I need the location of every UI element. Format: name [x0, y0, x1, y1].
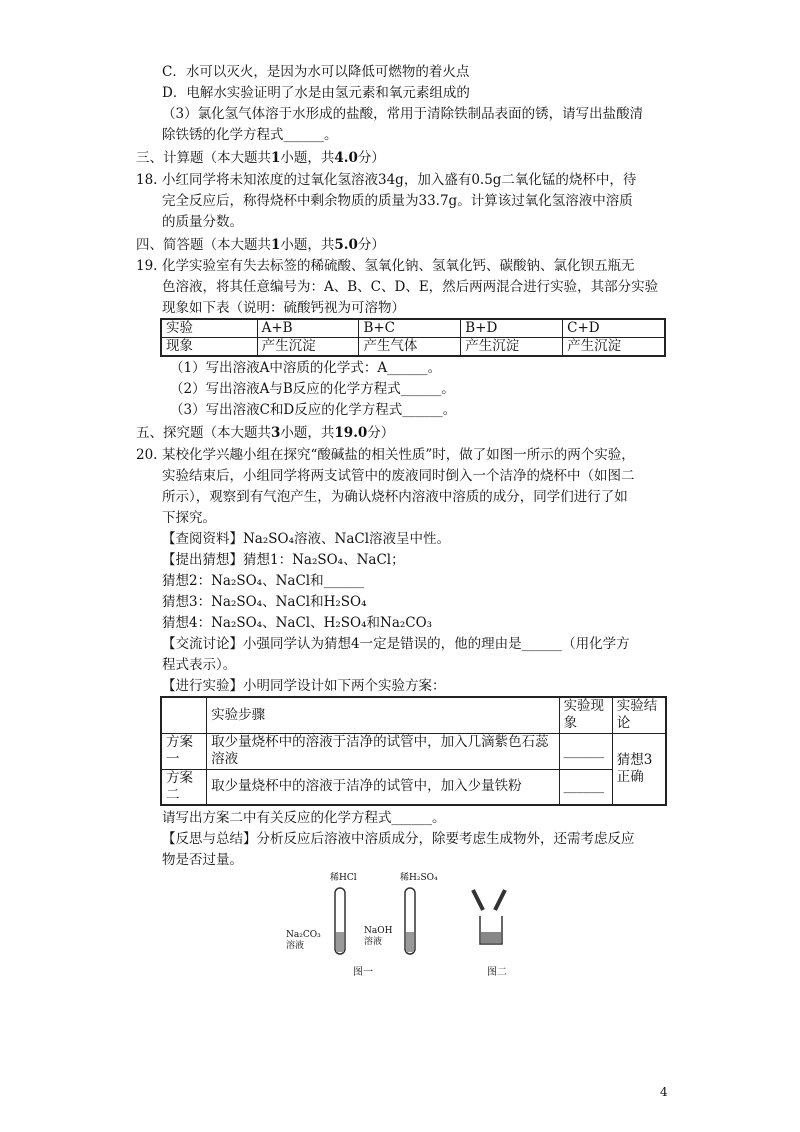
section-4-heading: 四、简答题（本大题共1小题，共5.0分） [136, 237, 385, 253]
table-cell: 产生沉淀 [257, 338, 359, 357]
question-number: 19. [136, 258, 158, 274]
sub-question-3-line2: 除铁锈的化学方程式______。 [162, 127, 338, 143]
table-cell: B+D [461, 319, 563, 338]
question-18-line2: 完全反应后，称得烧杯中剩余物质的质量为33.7g。计算该过氧化氢溶液中溶质 [162, 193, 633, 209]
tube-2-side-label: NaOH 溶液 [364, 926, 393, 947]
option-c: C．水可以灭火，是因为水可以降低可燃物的着火点 [162, 64, 470, 80]
option-d: D．电解水实验证明了水是由氢元素和氧元素组成的 [162, 85, 470, 101]
table-cell: 实验 [161, 319, 257, 338]
question-19-sub2: （2）写出溶液A与B反应的化学方程式______。 [170, 381, 455, 397]
plan-1-phenomenon-blank: ______ [559, 733, 612, 769]
experiment-table-19 [160, 318, 666, 357]
test-tube-2 [405, 888, 415, 954]
question-19-line2: 色溶液，将其任意编号为：A、B、C、D、E，然后两两混合进行实验，其部分实验 [162, 279, 659, 295]
sub-question-3-line1: （3）氯化氢气体溶于水形成的盐酸，常用于清除铁制品表面的锈，请写出盐酸清 [162, 106, 644, 122]
experiment-figure [280, 870, 520, 980]
question-20-line3: 所示），观察到有气泡产生，为确认烧杯内溶液中溶质的成分，同学们进行了如 [162, 489, 628, 505]
hypothesis-3: 猜想3：Na₂SO₄、NaCl和H₂SO₄ [162, 594, 367, 610]
question-20-line4: 下探究。 [162, 510, 216, 526]
question-number: 20. [136, 447, 158, 463]
experiment-intro: 【进行实验】小明同学设计如下两个实验方案： [162, 678, 446, 694]
question-19-line1: 化学实验室有失去标签的稀硫酸、氢氧化钠、氢氧化钙、碳酸钠、氯化钡五瓶无 [162, 258, 635, 274]
plan-2-phenomenon-blank: ______ [559, 769, 612, 805]
table-cell: 产生沉淀 [461, 338, 563, 357]
plan-2-steps: 取少量烧杯中的溶液于洁净的试管中，加入少量铁粉 [207, 769, 559, 805]
reflection-line2: 物是否过量。 [162, 852, 243, 868]
figure-1-caption: 图一 [353, 967, 373, 978]
discussion-line2: 程式表示）。 [162, 657, 237, 673]
reference-info: 【查阅资料】Na₂SO₄溶液、NaCl溶液呈中性。 [162, 531, 451, 547]
table-cell: 产生气体 [359, 338, 461, 357]
experiment-plan-table [160, 696, 667, 806]
conclusion-cell: 猜想3正确 [612, 733, 666, 805]
reflection-line1: 【反思与总结】分析反应后溶液中溶质成分，除要考虑生成物外，还需考虑反应 [162, 831, 635, 847]
question-number: 18. [136, 172, 158, 188]
table-cell: A+B [257, 319, 359, 338]
hypothesis-1: 【提出猜想】猜想1：Na₂SO₄、NaCl； [162, 552, 405, 568]
discussion-line1: 【交流讨论】小强同学认为猜想4一定是错误的，他的理由是______（用化学方 [162, 636, 630, 652]
question-20-line1: 某校化学兴趣小组在探究“酸碱盐的相关性质”时，做了如图一所示的两个实验， [162, 447, 635, 463]
table-cell: B+C [359, 319, 461, 338]
hypothesis-2: 猜想2：Na₂SO₄、NaCl和______ [162, 573, 365, 589]
question-19-line3: 现象如下表（说明：硫酸钙视为可溶物） [162, 300, 405, 316]
header-phenomenon: 实验现象 [559, 697, 612, 733]
question-18-line1: 小红同学将未知浓度的过氧化氢溶液34g，加入盛有0.5g二氧化锰的烧杯中，待 [162, 172, 637, 188]
hypothesis-4: 猜想4：Na₂SO₄、NaCl、H₂SO₄和Na₂CO₃ [162, 615, 433, 631]
tube-1-side-label: Na₂CO₃ 溶液 [286, 930, 321, 951]
plan-1-name: 方案一 [161, 733, 207, 769]
header-steps: 实验步骤 [207, 697, 559, 733]
table-cell: C+D [563, 319, 665, 338]
question-18-line3: 的质量分数。 [162, 214, 243, 230]
tube-1-label: 稀HCl [330, 873, 357, 883]
plan-1-steps: 取少量烧杯中的溶液于洁净的试管中，加入几滴紫色石蕊溶液 [207, 733, 559, 769]
question-19-sub3: （3）写出溶液C和D反应的化学方程式______。 [170, 402, 457, 418]
question-20-line2: 实验结束后，小组同学将两支试管中的废液同时倒入一个洁净的烧杯中（如图二 [162, 468, 635, 484]
section-5-heading: 五、探究题（本大题共3小题，共19.0分） [136, 425, 395, 441]
test-tube-1 [335, 888, 345, 954]
figure-2-caption: 图二 [487, 967, 507, 978]
question-19-sub1: （1）写出溶液A中溶质的化学式：A______。 [170, 360, 442, 376]
header-conclusion: 实验结论 [612, 697, 666, 733]
beaker [473, 890, 505, 944]
table-cell: 产生沉淀 [563, 338, 665, 357]
equation-prompt: 请写出方案二中有关反应的化学方程式______。 [162, 810, 446, 826]
page-number: 4 [660, 1085, 668, 1099]
plan-2-name: 方案二 [161, 769, 207, 805]
section-3-heading: 三、计算题（本大题共1小题，共4.0分） [136, 150, 385, 166]
tube-2-label: 稀H₂SO₄ [400, 873, 438, 883]
table-cell: 现象 [161, 338, 257, 357]
